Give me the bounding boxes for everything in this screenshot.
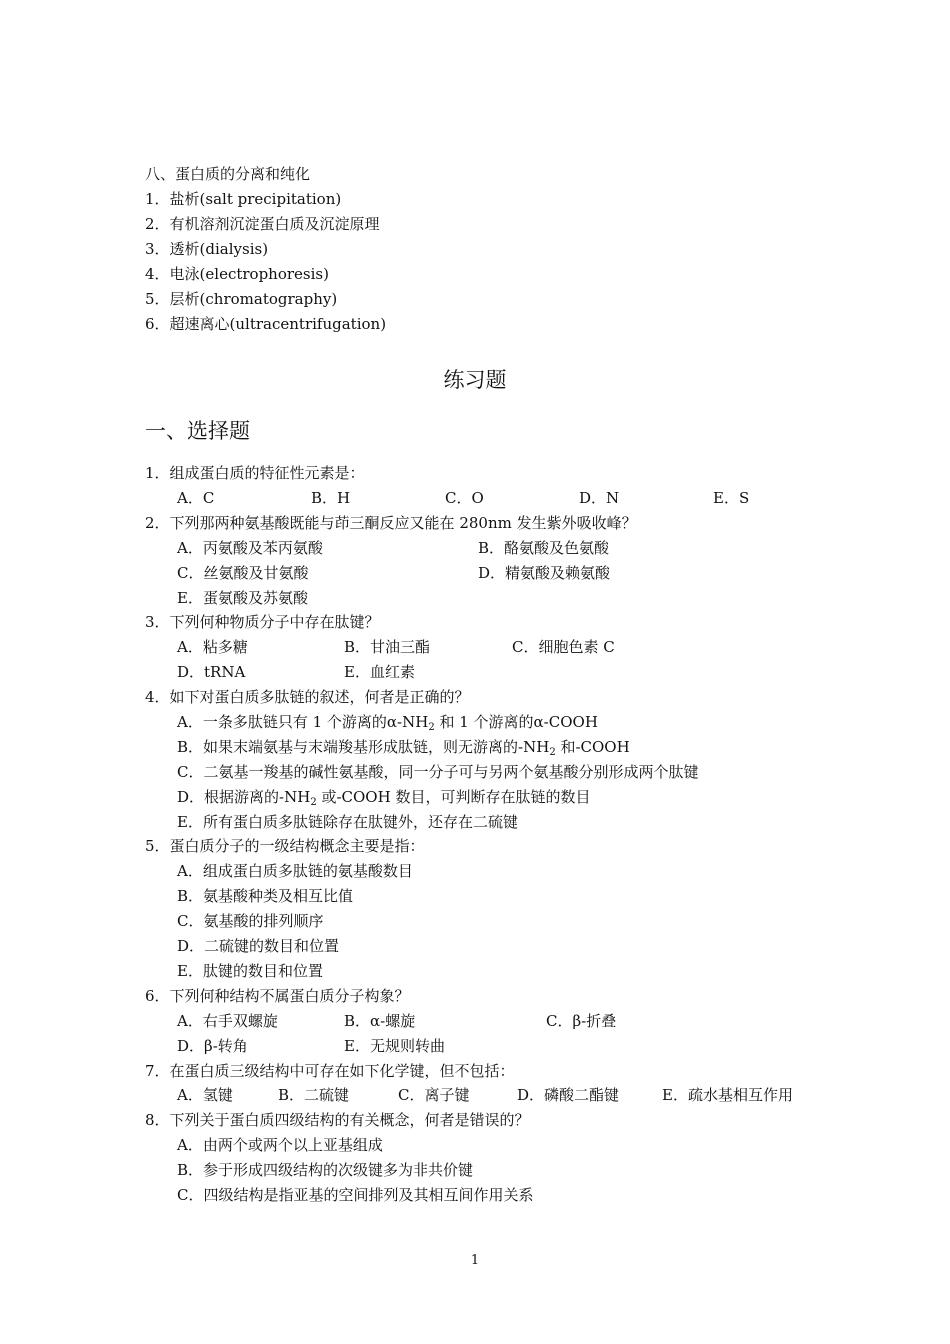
option: B．α-螺旋 <box>344 1012 416 1030</box>
option: A．C <box>177 489 215 507</box>
outline-item: 2．有机溶剂沉淀蛋白质及沉淀原理 <box>145 215 380 233</box>
question-stem: 3．下列何种物质分子中存在肽键？ <box>145 613 380 631</box>
option: A．丙氨酸及苯丙氨酸 <box>177 539 323 557</box>
option: E．疏水基相互作用 <box>662 1086 793 1104</box>
option: E．所有蛋白质多肽链除存在肽键外，还存在二硫键 <box>177 813 518 831</box>
option: C．丝氨酸及甘氨酸 <box>177 564 309 582</box>
option: B．二硫键 <box>278 1086 350 1104</box>
option: C．四级结构是指亚基的空间排列及其相互间作用关系 <box>177 1186 534 1204</box>
page-number: 1 <box>470 1253 480 1268</box>
outline-item: 3．透析(dialysis) <box>145 240 269 258</box>
option: C．β-折叠 <box>546 1012 617 1030</box>
option: E．蛋氨酸及苏氨酸 <box>177 589 308 607</box>
option: A．粘多糖 <box>177 638 248 656</box>
subscript: 2 <box>310 797 317 808</box>
option: C．离子键 <box>398 1086 470 1104</box>
question-stem: 5．蛋白质分子的一级结构概念主要是指： <box>145 837 425 855</box>
option <box>177 737 630 757</box>
option: C．细胞色素 C <box>512 638 615 656</box>
question-stem: 8．下列关于蛋白质四级结构的有关概念，何者是错误的？ <box>145 1111 530 1129</box>
question-stem: 4．如下对蛋白质多肽链的叙述，何者是正确的？ <box>145 688 470 706</box>
option: C．二氨基一羧基的碱性氨基酸，同一分子可与另两个氨基酸分别形成两个肽键 <box>177 763 699 781</box>
option: B．氨基酸种类及相互比值 <box>177 887 354 905</box>
option-text: A．一条多肽链只有 1 个游离的α-NH <box>177 713 429 731</box>
option: D．N <box>579 489 620 507</box>
option-text: 和-COOH <box>555 738 630 756</box>
outline-item: 1．盐析(salt precipitation) <box>145 190 342 208</box>
outline-item: 5．层析(chromatography) <box>145 290 338 308</box>
option: D．二硫键的数目和位置 <box>177 937 340 955</box>
question-stem: 1．组成蛋白质的特征性元素是： <box>145 464 365 482</box>
option: D．磷酸二酯键 <box>517 1086 620 1104</box>
option: B．酪氨酸及色氨酸 <box>478 539 610 557</box>
option: D．tRNA <box>177 663 246 681</box>
option: A．氢键 <box>177 1086 233 1104</box>
subscript: 2 <box>428 722 435 733</box>
subscript: 2 <box>549 747 556 758</box>
option-text: B．如果末端氨基与末端羧基形成肽链，则无游离的-NH <box>177 738 550 756</box>
question-stem: 7．在蛋白质三级结构中可存在如下化学键，但不包括： <box>145 1062 515 1080</box>
option: D．精氨酸及赖氨酸 <box>478 564 611 582</box>
option: A．组成蛋白质多肽链的氨基酸数目 <box>177 862 413 880</box>
option: A．由两个或两个以上亚基组成 <box>177 1136 383 1154</box>
option <box>177 787 590 807</box>
option: A．右手双螺旋 <box>177 1012 278 1030</box>
option-text: 和 1 个游离的α-COOH <box>434 713 598 731</box>
option <box>177 712 598 732</box>
option: E．血红素 <box>344 663 415 681</box>
question-stem: 6．下列何种结构不属蛋白质分子构象？ <box>145 987 410 1005</box>
option: E．无规则转曲 <box>344 1037 445 1055</box>
outline-item: 4．电泳(electrophoresis) <box>145 265 329 283</box>
option: B．H <box>311 489 351 507</box>
question-stem: 2．下列那两种氨基酸既能与茚三酮反应又能在 280nm 发生紫外吸收峰？ <box>145 514 637 532</box>
option: B．参于形成四级结构的次级键多为非共价键 <box>177 1161 474 1179</box>
section-heading: 一、选择题 <box>145 419 250 443</box>
option: E．肽键的数目和位置 <box>177 962 323 980</box>
outline-item: 6．超速离心(ultracentrifugation) <box>145 315 387 333</box>
option-text: 或-COOH 数目，可判断存在肽链的数目 <box>316 788 591 806</box>
option: B．甘油三酯 <box>344 638 431 656</box>
option: C．氨基酸的排列顺序 <box>177 912 324 930</box>
option: D．β-转角 <box>177 1037 248 1055</box>
exercise-title: 练习题 <box>443 368 507 392</box>
option: E．S <box>713 489 750 507</box>
option-text: D．根据游离的-NH <box>177 788 311 806</box>
option: C．O <box>445 489 484 507</box>
outline-heading: 八、蛋白质的分离和纯化 <box>145 165 311 183</box>
